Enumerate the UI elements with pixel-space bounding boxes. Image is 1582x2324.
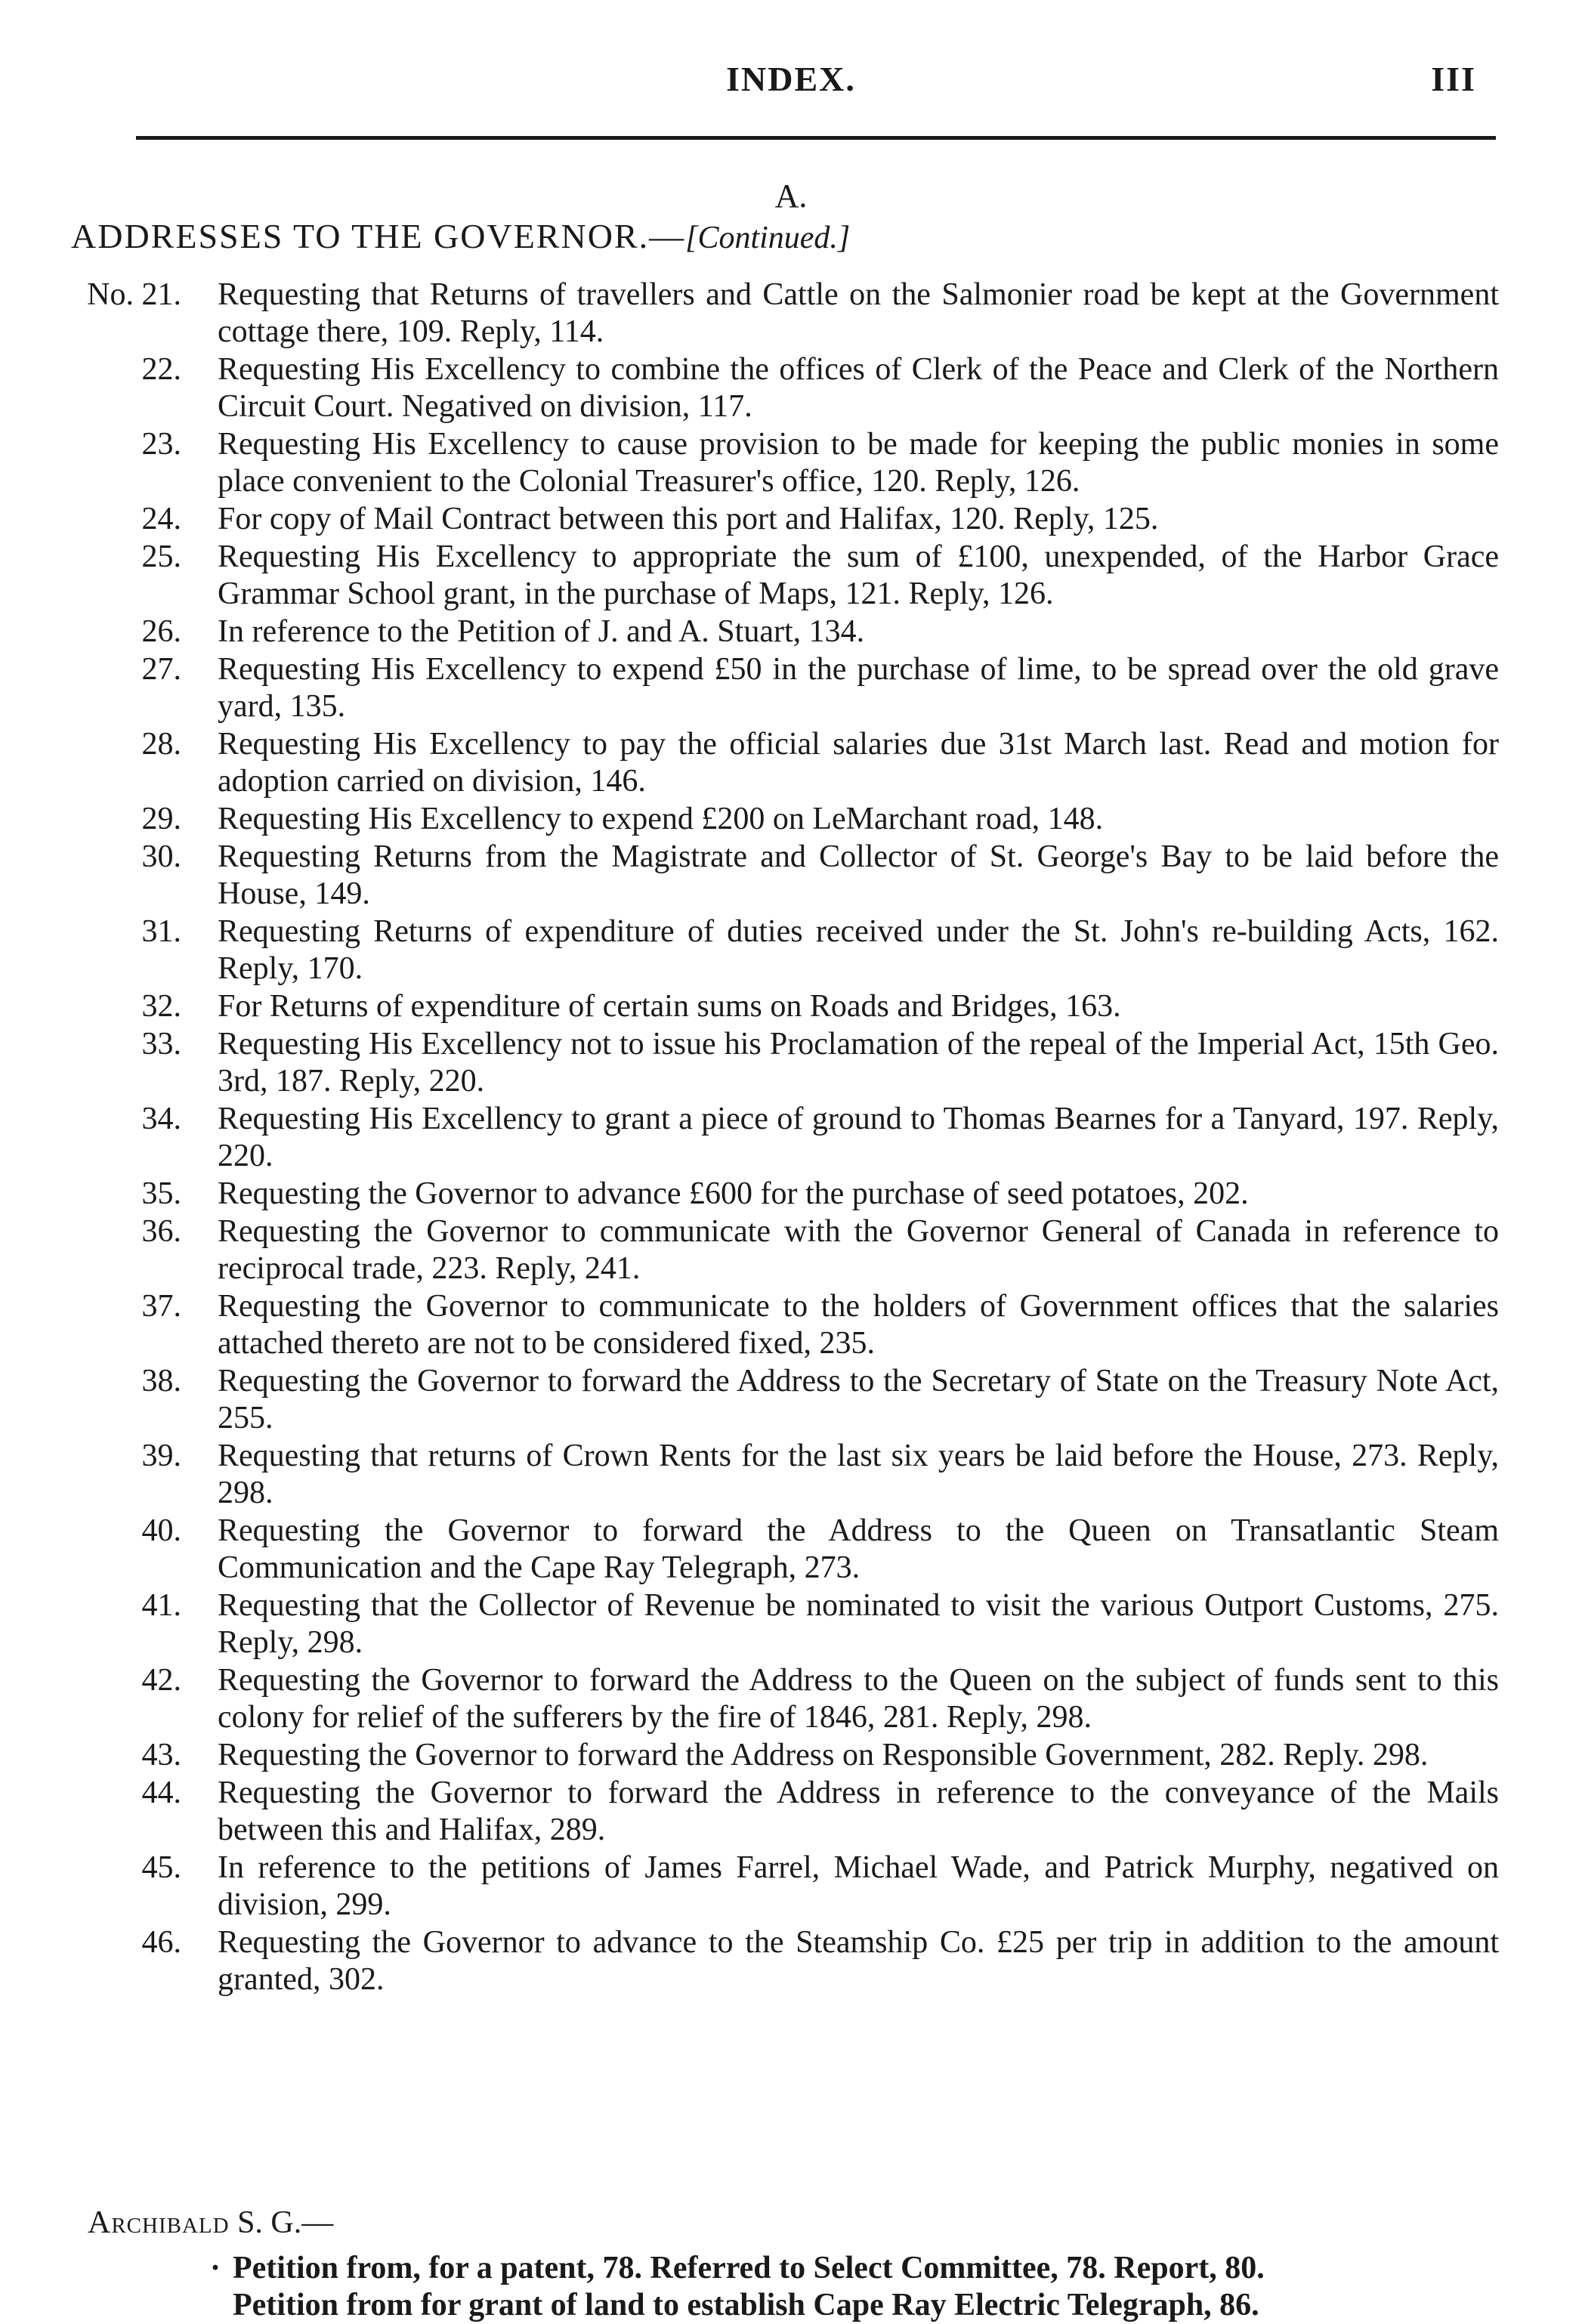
entry-text: Requesting that the Collector of Revenue be nominated to visit the various Outport Customs, 275. Reply, 298. — [218, 1588, 1499, 1660]
subject-entry-text: Petition from for grant of land to establish Cape Ray Electric Telegraph, 86. — [233, 2288, 1259, 2322]
entry-number: 44. — [141, 1775, 181, 1810]
entry-number: 32. — [141, 989, 181, 1024]
entry-number: 24. — [141, 502, 181, 536]
entry-number: 28. — [141, 727, 181, 762]
entry-text: Requesting His Excellency to grant a piece of ground to Thomas Bearnes for a Tanyard, 197. Reply, 220. — [218, 1102, 1499, 1173]
list-item — [0, 1176, 1582, 1213]
list-item — [0, 501, 1582, 538]
entry-text: Requesting the Governor to forward the Address to the Queen on the subject of funds sent to this colony for relief of the sufferers by the fire of 1846, 281. Reply, 298. — [218, 1663, 1499, 1735]
entry-number: 41. — [141, 1588, 181, 1623]
entry-number: 25. — [141, 539, 181, 574]
entry-number: 22. — [141, 352, 181, 387]
subject-entry — [0, 2250, 1582, 2287]
subject-initials: S. G.— — [229, 2205, 334, 2240]
list-item — [0, 988, 1582, 1025]
entry-number: 31. — [141, 914, 181, 949]
subject-name: Archibald — [88, 2205, 230, 2240]
entry-text: For copy of Mail Contract between this port and Halifax, 120. Reply, 125. — [218, 502, 1159, 536]
list-item — [0, 1026, 1582, 1100]
list-item — [0, 1513, 1582, 1587]
list-item — [0, 839, 1582, 913]
header-rule — [136, 136, 1496, 140]
list-item — [0, 1737, 1582, 1774]
subject-heading — [88, 2205, 333, 2241]
entry-text: Requesting His Excellency to combine the offices of Clerk of the Peace and Clerk of the Northern Circuit Court. Negatived on division, 117. — [218, 352, 1499, 424]
section-letter: A. — [774, 178, 808, 215]
entry-text: Requesting His Excellency to pay the official salaries due 31st March last. Read and motion for adoption carried on division, 146. — [218, 727, 1499, 799]
page-number: III — [1431, 60, 1476, 98]
page-title: INDEX. — [726, 60, 856, 98]
list-item — [0, 426, 1582, 500]
list-item — [0, 1924, 1582, 1998]
entry-number: 43. — [141, 1738, 181, 1772]
list-item — [0, 1363, 1582, 1437]
entry-number: 38. — [141, 1364, 181, 1398]
entry-text: Requesting the Governor to advance to the Steamship Co. £25 per trip in addition to the amount granted, 302. — [218, 1925, 1499, 1997]
section-heading-text: ADDRESSES TO THE GOVERNOR.— — [71, 217, 686, 255]
section-heading — [71, 216, 850, 256]
entry-text: Requesting the Governor to communicate with the Governor General of Canada in reference to reciprocal trade, 223. Reply, 241. — [218, 1214, 1499, 1286]
list-item — [0, 613, 1582, 651]
subject-entry-list — [0, 2250, 1582, 2324]
entry-text: Requesting Returns from the Magistrate and Collector of St. George's Bay to be laid before the House, 149. — [218, 839, 1499, 911]
entry-text: Requesting the Governor to forward the Address to the Secretary of State on the Treasury Note Act, 255. — [218, 1364, 1499, 1436]
entry-text: Requesting the Governor to communicate to the holders of Government offices that the salaries attached thereto are not to be considered fixed, 235. — [218, 1289, 1499, 1361]
list-item — [0, 913, 1582, 987]
entry-number: 36. — [141, 1214, 181, 1249]
list-item — [0, 1101, 1582, 1175]
entry-text: Requesting the Governor to advance £600 for the purchase of seed potatoes, 202. — [218, 1176, 1249, 1211]
list-item — [0, 351, 1582, 425]
entry-number: 27. — [141, 652, 181, 687]
entry-number: 23. — [141, 427, 181, 462]
entry-number: 26. — [141, 614, 181, 649]
entry-text: Requesting the Governor to forward the Address to the Queen on Transatlantic Steam Communication and the Cape Ray Telegraph, 273. — [218, 1513, 1499, 1585]
entry-number: 46. — [141, 1925, 181, 1960]
entry-text: Requesting that returns of Crown Rents for the last six years be laid before the House, 273. Reply, 298. — [218, 1439, 1499, 1510]
entry-text: Requesting His Excellency to expend £200 on LeMarchant road, 148. — [218, 802, 1104, 836]
subject-entry — [0, 2287, 1582, 2324]
section-continued: [Continued.] — [685, 221, 851, 255]
entry-text: Requesting His Excellency to expend £50 in the purchase of lime, to be spread over the old grave yard, 135. — [218, 652, 1499, 724]
entry-number: 37. — [141, 1289, 181, 1324]
list-item — [0, 726, 1582, 800]
entry-number: 30. — [141, 839, 181, 874]
list-item — [0, 1850, 1582, 1924]
entry-text: Requesting the Governor to forward the Address in reference to the conveyance of the Mails between this and Halifax, 289. — [218, 1775, 1499, 1847]
entry-number: 45. — [141, 1850, 181, 1885]
entry-list — [0, 277, 1582, 1999]
list-item — [0, 1288, 1582, 1362]
list-item — [0, 1587, 1582, 1661]
entry-text: In reference to the Petition of J. and A. Stuart, 134. — [218, 614, 865, 649]
list-item — [0, 1438, 1582, 1512]
page-header — [0, 59, 1582, 104]
list-item — [0, 1662, 1582, 1736]
list-item — [0, 651, 1582, 725]
entry-text: Requesting His Excellency not to issue his Proclamation of the repeal of the Imperial Act, 15th Geo. 3rd, 187. Reply, 220. — [218, 1027, 1499, 1099]
entry-number: 42. — [141, 1663, 181, 1698]
entry-number: 40. — [141, 1513, 181, 1548]
entry-text: Requesting Returns of expenditure of duties received under the St. John's re-building Acts, 162. Reply, 170. — [218, 914, 1499, 986]
entry-text: Requesting that Returns of travellers and Cattle on the Salmonier road be kept at the Government cottage there, 109. Reply, 114. — [218, 277, 1499, 349]
entry-text: For Returns of expenditure of certain sums on Roads and Bridges, 163. — [218, 989, 1121, 1024]
entry-number: 35. — [141, 1176, 181, 1211]
list-item — [0, 801, 1582, 838]
list-item — [0, 1775, 1582, 1849]
list-item — [0, 1213, 1582, 1287]
entry-number: 29. — [141, 802, 181, 836]
subject-entry-text: Petition from, for a patent, 78. Referred to Select Committee, 78. Report, 80. — [233, 2251, 1265, 2285]
entry-text: Requesting the Governor to forward the Address on Responsible Government, 282. Reply. 298. — [218, 1738, 1429, 1772]
entry-text: Requesting His Excellency to appropriate the sum of £100, unexpended, of the Harbor Grace Grammar School grant, in the purchase of Maps, 121. Reply, 126. — [218, 539, 1499, 611]
entry-number: 39. — [141, 1439, 181, 1473]
entry-text: Requesting His Excellency to cause provision to be made for keeping the public monies in some place convenient to the Colonial Treasurer's office, 120. Reply, 126. — [218, 427, 1499, 499]
list-item — [0, 539, 1582, 613]
entry-text: In reference to the petitions of James Farrel, Michael Wade, and Patrick Murphy, negatived on division, 299. — [218, 1850, 1499, 1922]
entry-number: 34. — [141, 1102, 181, 1136]
entry-number: No. 21. — [87, 277, 181, 312]
bullet-mark: · — [210, 2251, 221, 2285]
list-item — [0, 277, 1582, 351]
entry-number: 33. — [141, 1027, 181, 1062]
